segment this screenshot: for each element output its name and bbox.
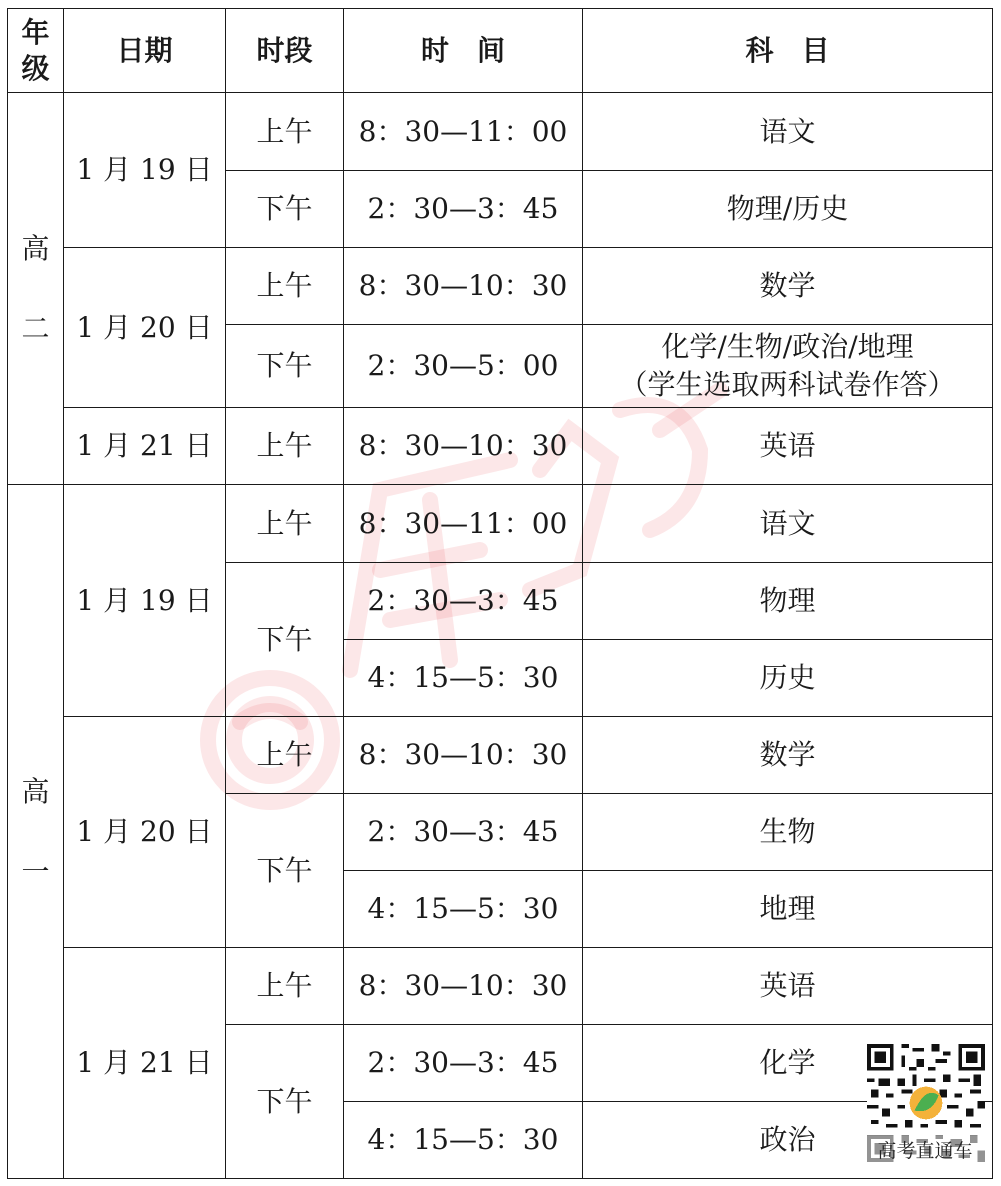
subject-cell: 历史 <box>583 640 993 717</box>
period-cell: 下午 <box>226 171 344 248</box>
period-cell: 上午 <box>226 248 344 325</box>
subject-cell: 语文 <box>583 485 993 563</box>
header-grade: 年 级 <box>8 9 64 93</box>
subject-cell: 语文 <box>583 93 993 171</box>
time-cell: 2：30—3：45 <box>344 1025 583 1102</box>
period-cell: 下午 <box>226 563 344 717</box>
date-cell: 1 月 20 日 <box>64 248 226 408</box>
time-cell: 8：30—10：30 <box>344 248 583 325</box>
period-cell: 下午 <box>226 325 344 408</box>
subject-cell: 数学 <box>583 248 993 325</box>
subject-note: （学生选取两科试卷作答） <box>619 368 956 401</box>
qr-caption: 高考直通车 <box>864 1136 986 1163</box>
time-cell: 8：30—10：30 <box>344 717 583 794</box>
grade-senior1: 高 一 <box>8 485 64 1179</box>
table-row <box>8 93 993 171</box>
subject-cell: 地理 <box>583 871 993 948</box>
period-cell: 上午 <box>226 948 344 1025</box>
period-cell: 上午 <box>226 485 344 563</box>
time-cell: 4：15—5：30 <box>344 640 583 717</box>
header-date: 日期 <box>64 9 226 93</box>
subject-cell: 英语 <box>583 408 993 485</box>
subject-cell: 英语 <box>583 948 993 1025</box>
table-row <box>8 485 993 563</box>
subject-cell: 物理/历史 <box>583 171 993 248</box>
date-cell: 1 月 20 日 <box>64 717 226 948</box>
date-cell: 1 月 19 日 <box>64 485 226 717</box>
time-cell: 2：30—3：45 <box>344 794 583 871</box>
time-cell: 8：30—10：30 <box>344 948 583 1025</box>
time-cell: 4：15—5：30 <box>344 1102 583 1179</box>
header-row <box>8 9 993 93</box>
subject-cell: 物理 <box>583 563 993 640</box>
subject-cell: 政治 <box>583 1102 993 1179</box>
table-row <box>8 248 993 325</box>
date-cell: 1 月 19 日 <box>64 93 226 248</box>
table-row <box>8 717 993 794</box>
subject-cell: 数学 <box>583 717 993 794</box>
time-cell: 8：30—10：30 <box>344 408 583 485</box>
time-cell: 2：30—3：45 <box>344 563 583 640</box>
period-cell: 下午 <box>226 794 344 948</box>
time-cell: 2：30—5：00 <box>344 325 583 408</box>
table-row <box>8 948 993 1025</box>
header-subject: 科 目 <box>583 9 993 93</box>
exam-schedule-table <box>7 8 993 1179</box>
period-cell: 下午 <box>226 1025 344 1179</box>
subject-cell: 化学 <box>583 1025 993 1102</box>
time-cell: 4：15—5：30 <box>344 871 583 948</box>
subject-cell <box>583 325 993 408</box>
date-cell: 1 月 21 日 <box>64 408 226 485</box>
header-time: 时 间 <box>344 9 583 93</box>
time-cell: 8：30—11：00 <box>344 93 583 171</box>
grade-senior2: 高 二 <box>8 93 64 485</box>
time-cell: 2：30—3：45 <box>344 171 583 248</box>
date-cell: 1 月 21 日 <box>64 948 226 1179</box>
table-row <box>8 408 993 485</box>
period-cell: 上午 <box>226 93 344 171</box>
period-cell: 上午 <box>226 408 344 485</box>
time-cell: 8：30—11：00 <box>344 485 583 563</box>
subject-cell: 生物 <box>583 794 993 871</box>
period-cell: 上午 <box>226 717 344 794</box>
subject-line: 化学/生物/政治/地理 <box>661 330 914 363</box>
header-period: 时段 <box>226 9 344 93</box>
